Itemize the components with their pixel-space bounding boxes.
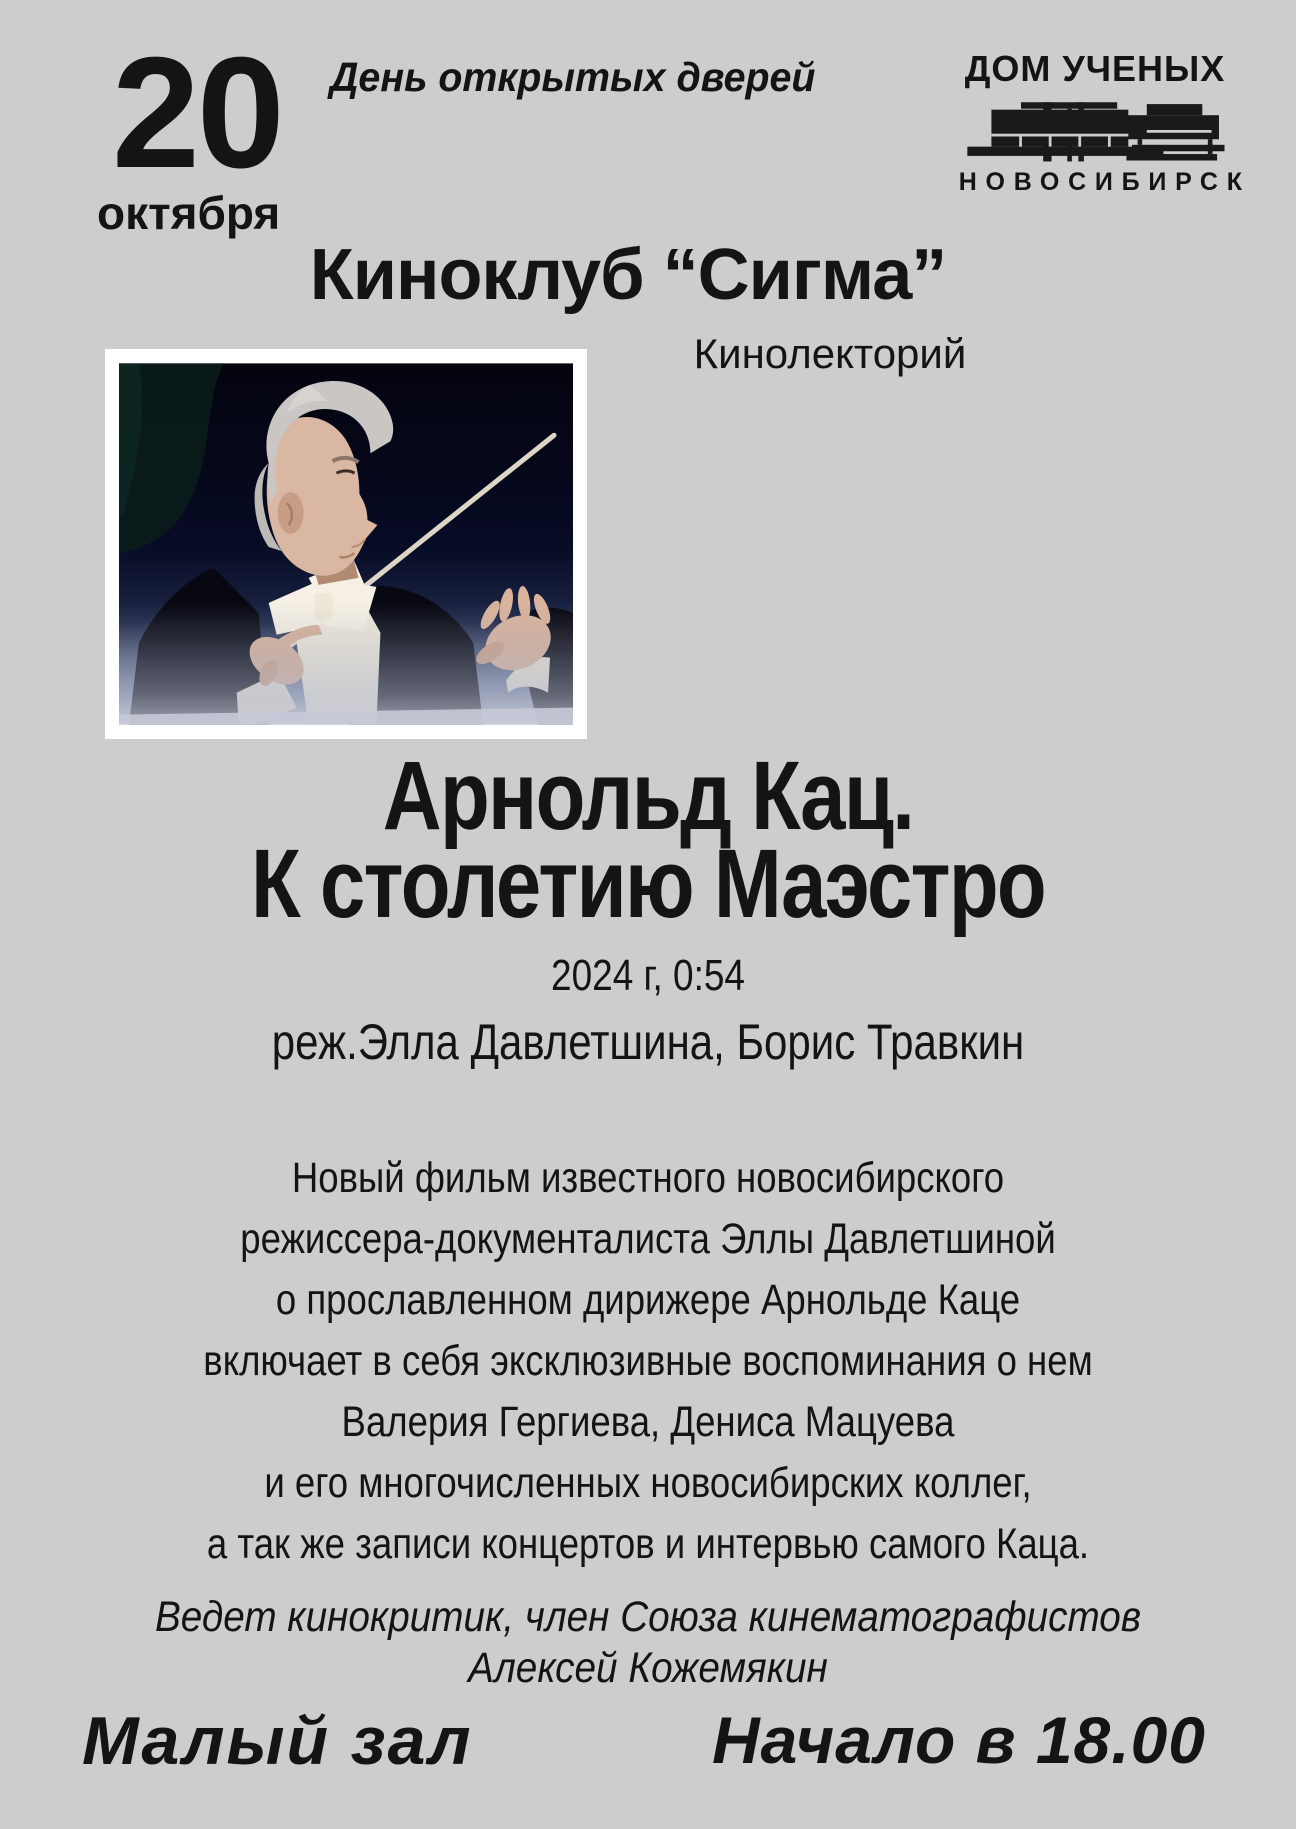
start-time-label: Начало в 18.00 — [711, 1703, 1206, 1777]
description-line: о прославленном дирижере Арнольде Каце — [275, 1276, 1021, 1324]
film-description — [97, 1148, 1199, 1575]
description-line: и его многочисленных новосибирских коллег, — [264, 1459, 1032, 1507]
venue-label: Малый зал — [82, 1703, 473, 1779]
event-date-month: октября — [97, 187, 281, 239]
film-directors: реж.Элла Давлетшина, Борис Травкин — [271, 1014, 1025, 1070]
description-line: режиссера-документалиста Эллы Давлетшиной — [240, 1215, 1056, 1263]
dom-uchenykh-logo — [950, 48, 1251, 197]
host-info — [65, 1592, 1231, 1694]
host-line1: Ведет кинокритик, член Союза кинематографистов — [154, 1593, 1142, 1641]
film-title-line2: К столетию Маэстро — [250, 829, 1046, 938]
film-title-line1: Арнольд Кац. — [382, 741, 914, 850]
description-line: включает в себя эксклюзивные воспоминания о нем — [203, 1337, 1093, 1385]
logo-city: НОВОСИБИРСК — [958, 168, 1251, 196]
film-year-duration: 2024 г, 0:54 — [551, 951, 745, 1000]
description-line: Валерия Гергиева, Дениса Мацуева — [341, 1398, 955, 1446]
club-title: Киноклуб “Сигма” — [309, 235, 947, 315]
description-line: а так же записи концертов и интервью самого Каца. — [206, 1520, 1090, 1568]
conductor-photo — [105, 349, 587, 739]
film-title — [104, 741, 1193, 938]
club-subtitle: Кинолекторий — [693, 330, 967, 377]
host-line2: Алексей Кожемякин — [468, 1644, 828, 1692]
building-silhouette-icon — [952, 93, 1238, 167]
event-date-day: 20 — [112, 25, 282, 201]
description-line: Новый фильм известного новосибирского — [291, 1154, 1005, 1202]
conductor-illustration — [119, 363, 573, 725]
open-day-title: День открытых дверей — [330, 54, 816, 100]
logo-title: ДОМ УЧЕНЫХ — [964, 48, 1226, 89]
